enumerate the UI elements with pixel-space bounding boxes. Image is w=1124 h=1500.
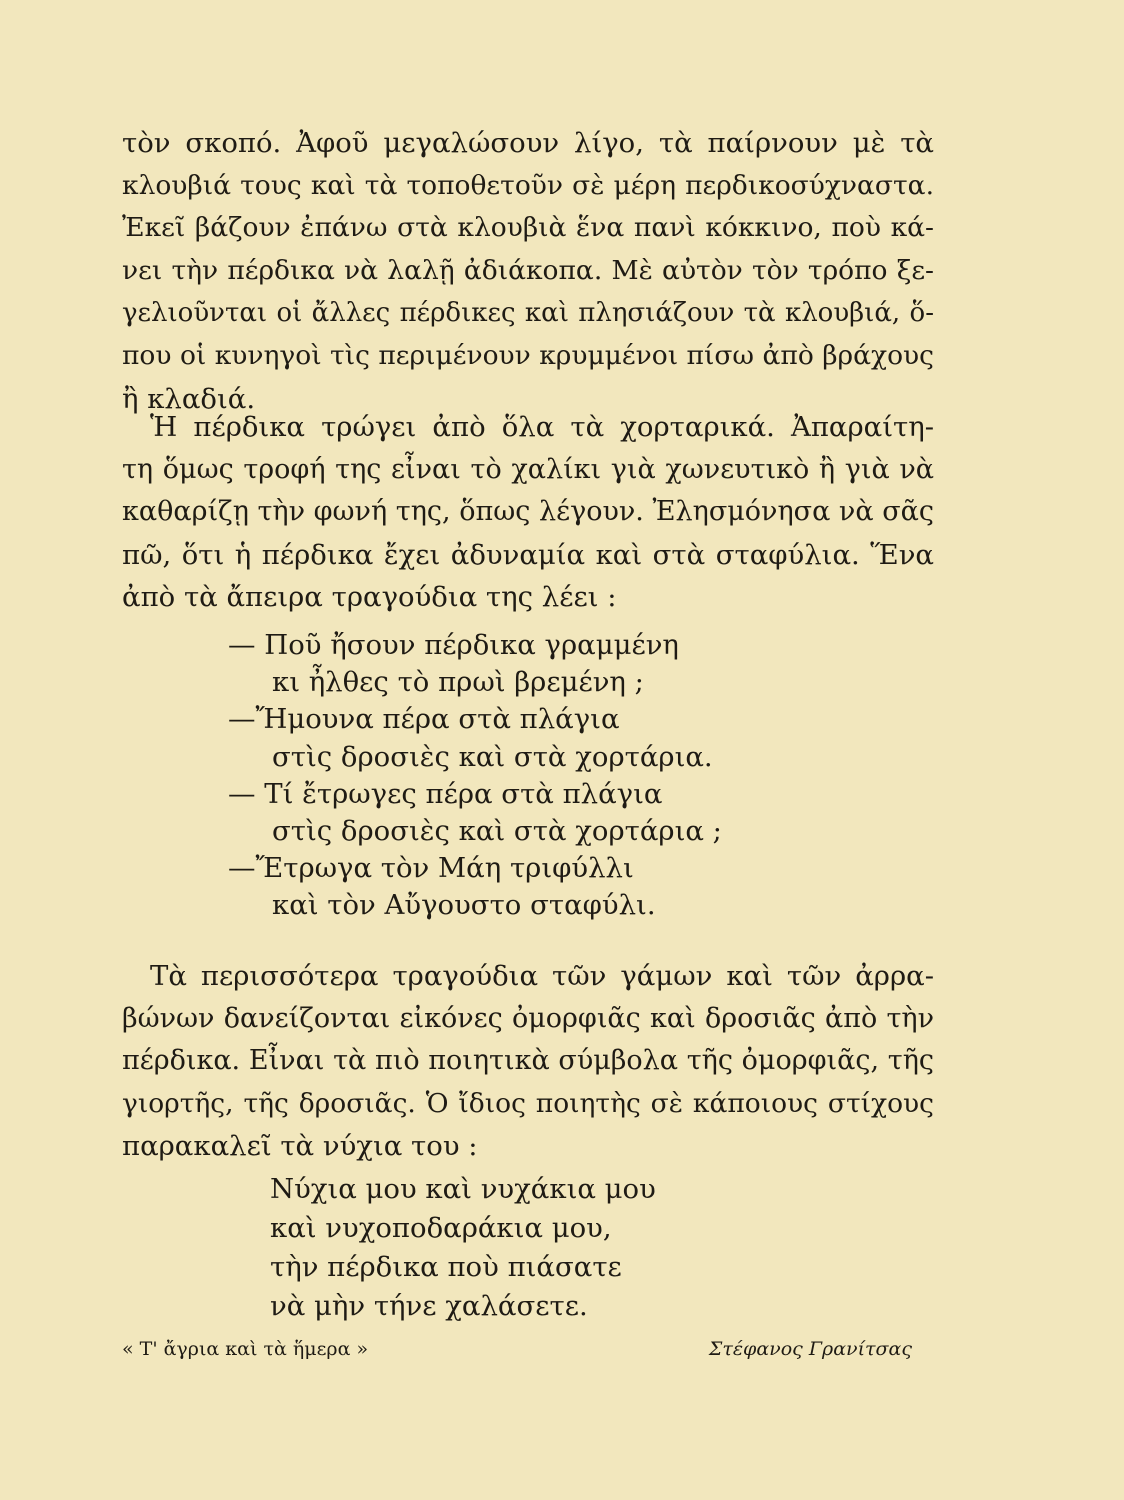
verse-line: —Ἤμουνα πέρα στὰ πλάγια bbox=[228, 703, 620, 736]
verse-line: στὶς δροσιὲς καὶ στὰ χορτάρια. bbox=[272, 740, 713, 773]
paragraph-1 bbox=[122, 122, 934, 420]
verse-line: καὶ νυχοποδαράκια μου, bbox=[270, 1212, 612, 1244]
page-footer bbox=[122, 1338, 912, 1360]
verse-line: στὶς δροσιὲς καὶ στὰ χορτάρια ; bbox=[272, 814, 722, 847]
text-line: κλουβιά τους καὶ τὰ τοποθετοῦν σὲ μέρη περδικοσύχναστα. bbox=[122, 169, 934, 201]
paragraph-2 bbox=[122, 406, 934, 619]
author-name: Στέφανος Γρανίτσας bbox=[708, 1338, 912, 1360]
verse-line: —Ἔτρωγα τὸν Μάη τριφύλλι bbox=[228, 852, 634, 885]
text-line: καθαρίζῃ τὴν φωνή της, ὅπως λέγουν. Ἐλησμόνησα νὰ σᾶς bbox=[122, 496, 934, 528]
text-line: γιορτῆς, τῆς δροσιᾶς. Ὁ ἴδιος ποιητὴς σὲ κάποιους στίχους bbox=[122, 1087, 934, 1119]
paragraph-3 bbox=[122, 955, 934, 1168]
text-line: τὸν σκοπό. Ἀφοῦ μεγαλώσουν λίγο, τὰ παίρνουν μὲ τὰ bbox=[122, 127, 934, 159]
verse-line: — Ποῦ ἤσουν πέρδικα γραμμένη bbox=[228, 629, 679, 661]
text-line: πῶ, ὅτι ἡ πέρδικα ἔχει ἀδυναμία καὶ στὰ σταφύλια. Ἕνα bbox=[122, 538, 934, 571]
text-line: νει τὴν πέρδικα νὰ λαλῇ ἀδιάκοπα. Μὲ αὐτὸν τὸν τρόπο ξε- bbox=[122, 254, 934, 286]
text-line: πέρδικα. Εἶναι τὰ πιὸ ποιητικὰ σύμβολα τῆς ὀμορφιᾶς, τῆς bbox=[122, 1045, 934, 1077]
text-line: ἢ κλαδιά. bbox=[122, 382, 256, 415]
verse-line: τὴν πέρδικα ποὺ πιάσατε bbox=[270, 1251, 622, 1283]
verse-line: — Τί ἔτρωγες πέρα στὰ πλάγια bbox=[228, 777, 663, 810]
text-line: παρακαλεῖ τὰ νύχια του : bbox=[122, 1130, 478, 1163]
verse-1 bbox=[228, 627, 722, 925]
text-line: βώνων δανείζονται εἰκόνες ὀμορφιᾶς καὶ δροσιᾶς ἀπὸ τὴν bbox=[122, 1002, 934, 1034]
verse-line: καὶ τὸν Αὔγουστο σταφύλι. bbox=[272, 889, 656, 922]
text-line: Ἐκεῖ βάζουν ἐπάνω στὰ κλουβιὰ ἕνα πανὶ κόκκινο, ποὺ κά- bbox=[122, 212, 934, 244]
text-line: που οἱ κυνηγοὶ τὶς περιμένουν κρυμμένοι πίσω ἀπὸ βράχους bbox=[122, 339, 934, 371]
text-line: γελιοῦνται οἱ ἄλλες πέρδικες καὶ πλησιάζουν τὰ κλουβιά, ὅ- bbox=[122, 298, 934, 329]
text-line: Τὰ περισσότερα τραγούδια τῶν γάμων καὶ τῶν ἀρρα- bbox=[150, 960, 934, 992]
verse-2 bbox=[270, 1170, 656, 1326]
verse-line: νὰ μὴν τήνε χαλάσετε. bbox=[270, 1290, 588, 1322]
text-line: τη ὅμως τροφή της εἶναι τὸ χαλίκι γιὰ χωνευτικὸ ἢ γιὰ νὰ bbox=[122, 453, 934, 485]
verse-line: Νύχια μου καὶ νυχάκια μου bbox=[270, 1173, 656, 1205]
verse-line: κι ἦλθες τὸ πρωὶ βρεμένη ; bbox=[272, 666, 644, 699]
text-line: Ἡ πέρδικα τρώγει ἀπὸ ὅλα τὰ χορταρικά. Ἀπαραίτη- bbox=[150, 411, 934, 443]
text-line: ἀπὸ τὰ ἄπειρα τραγούδια της λέει : bbox=[122, 581, 617, 614]
source-citation: « Τ' ἄγρια καὶ τὰ ἥμερα » bbox=[122, 1338, 369, 1360]
